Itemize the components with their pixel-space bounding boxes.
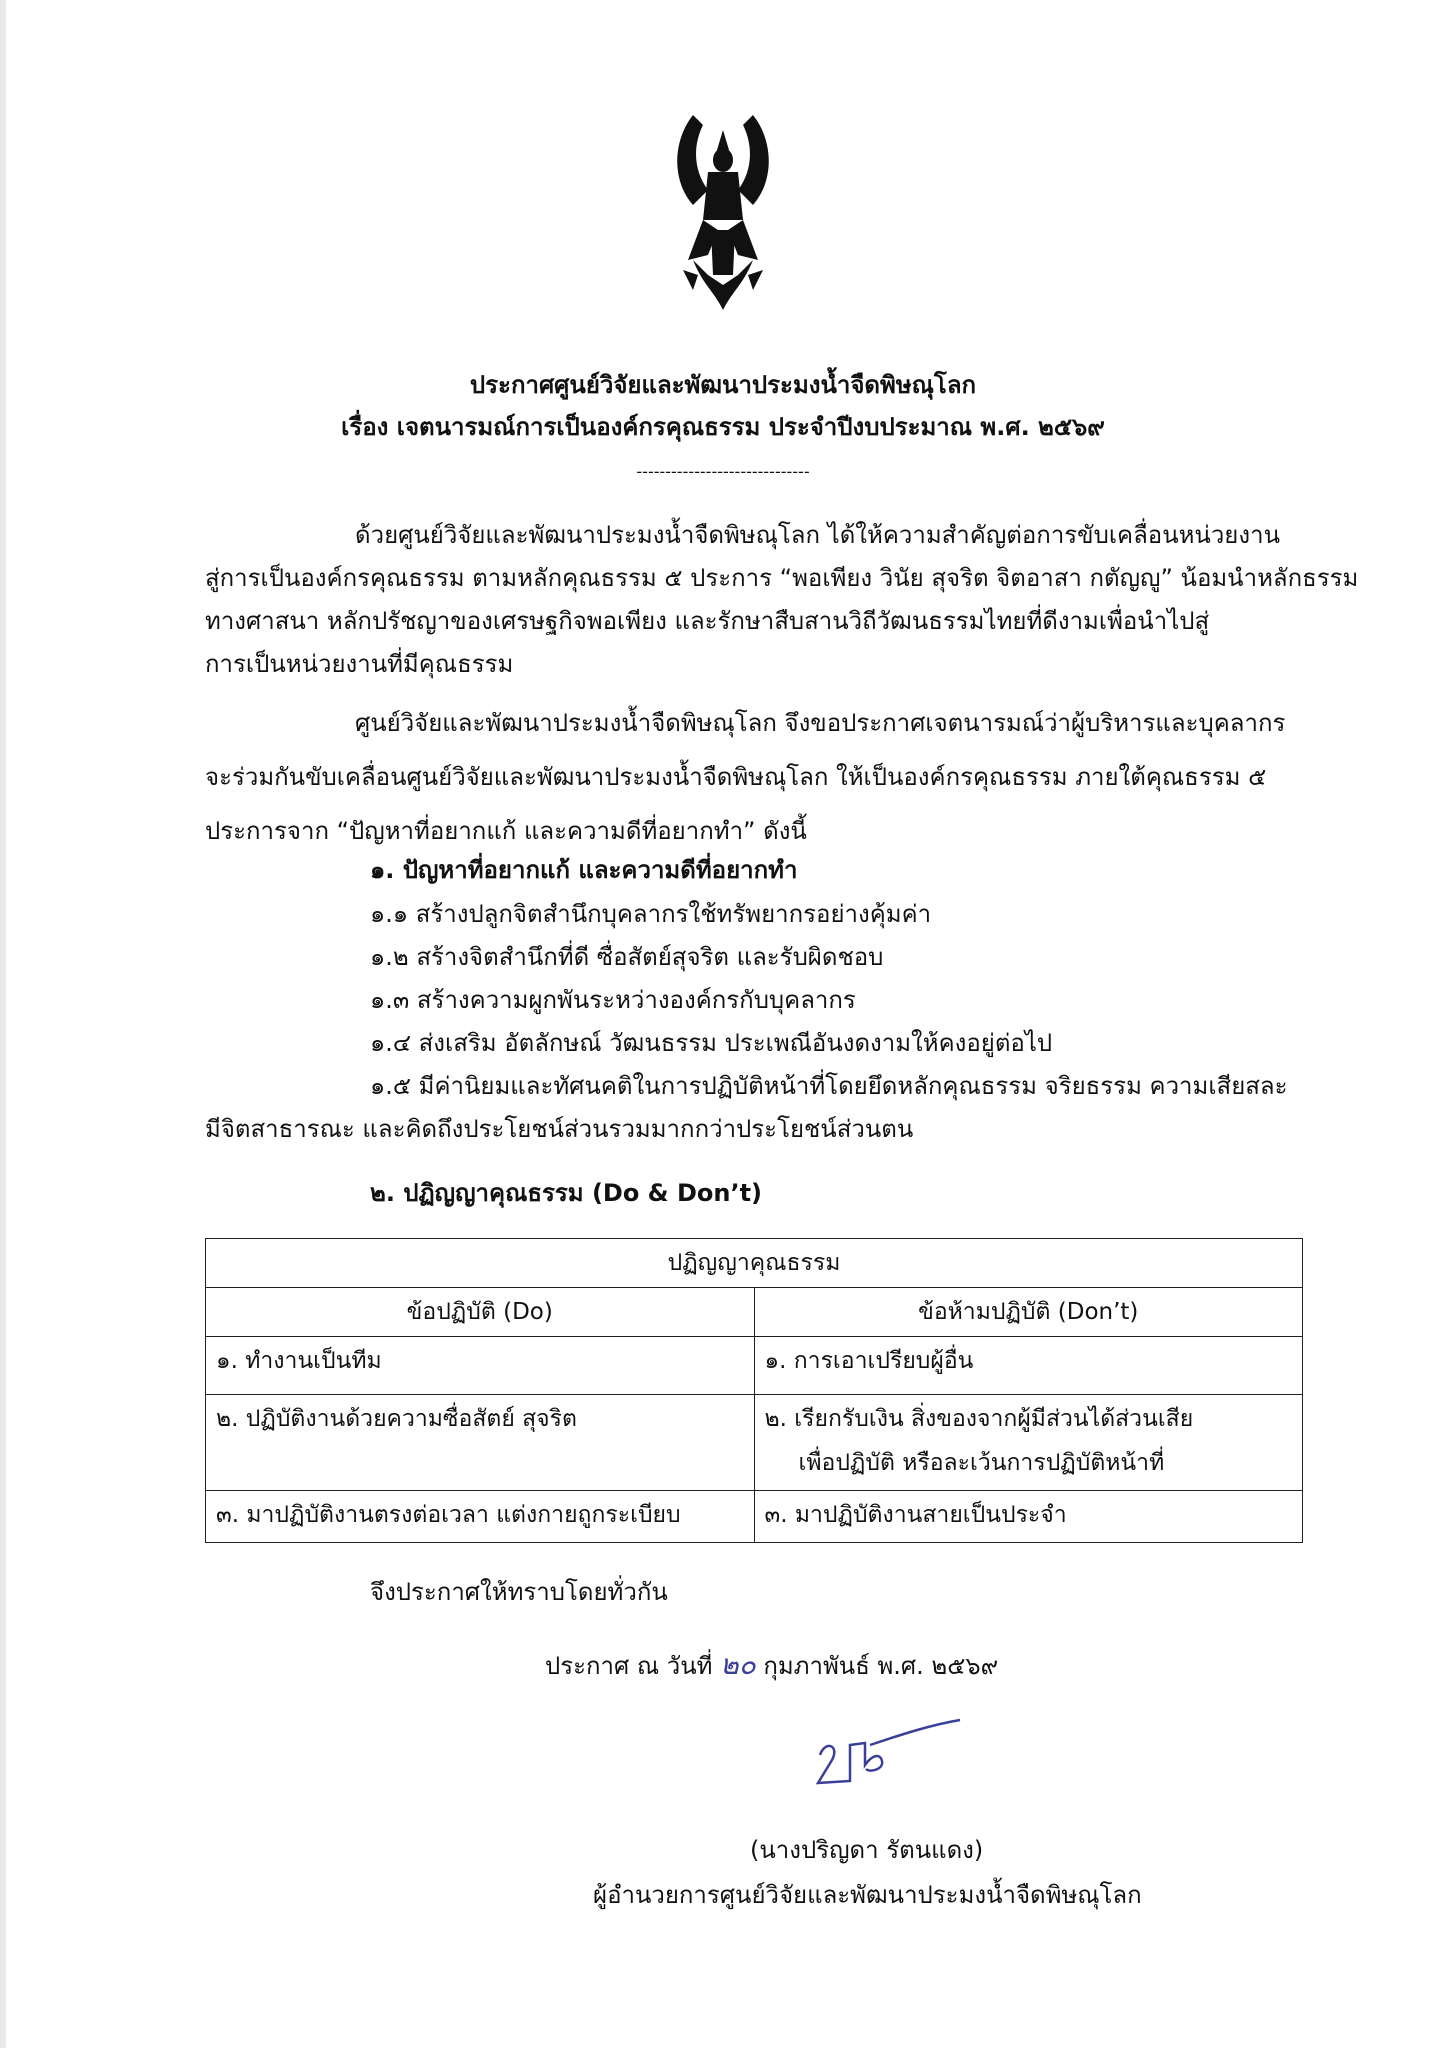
table-row bbox=[206, 1395, 1303, 1491]
table-title: ปฏิญญาคุณธรรม bbox=[206, 1239, 1303, 1288]
scan-edge bbox=[0, 0, 6, 2048]
announcement-subject: เรื่อง เจตนารมณ์การเป็นองค์กรคุณธรรม ประจำปีงบประมาณ พ.ศ. ๒๕๖๙ bbox=[341, 413, 1105, 441]
section-1-item-continuation: มีจิตสาธารณะ และคิดถึงประโยชน์ส่วนรวมมากกว่าประโยชน์ส่วนตน bbox=[205, 1115, 914, 1143]
signer-name: (นางปริญดา รัตนแดง) bbox=[750, 1836, 984, 1864]
paragraph-1-line: การเป็นหน่วยงานที่มีคุณธรรม bbox=[205, 650, 514, 678]
do-dont-table bbox=[205, 1238, 1303, 1543]
paragraph-1-line: สู่การเป็นองค์กรคุณธรรม ตามหลักคุณธรรม ๕ ประการ “พอเพียง วินัย สุจริต จิตอาสา กตัญญู” น้อมนำหลักธรรม bbox=[205, 564, 1359, 592]
date-suffix: กุมภาพันธ์ พ.ศ. ๒๕๖๙ bbox=[763, 1652, 999, 1680]
paragraph-2-line: ประการจาก “ปัญหาที่อยากแก้ และความดีที่อยากทำ” ดังนี้ bbox=[205, 817, 807, 845]
dont-cell: ๑. การเอาเปรียบผู้อื่น bbox=[754, 1337, 1303, 1395]
section-1-item: ๑.๑ สร้างปลูกจิตสำนึกบุคลากรใช้ทรัพยากรอย่างคุ้มค่า bbox=[370, 900, 932, 928]
announcement-date bbox=[545, 1648, 998, 1683]
section-1-item: ๑.๕ มีค่านิยมและทัศนคติในการปฏิบัติหน้าที่โดยยึดหลักคุณธรรม จริยธรรม ความเสียสละ bbox=[370, 1072, 1288, 1100]
announcement-title: ประกาศศูนย์วิจัยและพัฒนาประมงน้ำจืดพิษณุโลก bbox=[469, 371, 977, 399]
paragraph-2-line: จะร่วมกันขับเคลื่อนศูนย์วิจัยและพัฒนาประมงน้ำจืดพิษณุโลก ให้เป็นองค์กรคุณธรรม ภายใต้คุณธรรม ๕ bbox=[205, 763, 1267, 791]
dont-cell: ๓. มาปฏิบัติงานสายเป็นประจำ bbox=[754, 1491, 1303, 1543]
paragraph-1-line: ทางศาสนา หลักปรัชญาของเศรษฐกิจพอเพียง และรักษาสืบสานวิถีวัฒนธรรมไทยที่ดีงามเพื่อนำไปสู่ bbox=[205, 607, 1210, 635]
section-1-heading: ๑. ปัญหาที่อยากแก้ และความดีที่อยากทำ bbox=[370, 856, 798, 884]
garuda-emblem-icon bbox=[663, 110, 783, 320]
dont-cell bbox=[754, 1395, 1303, 1491]
section-1-item: ๑.๔ ส่งเสริม อัตลักษณ์ วัฒนธรรม ประเพณีอันงดงามให้คงอยู่ต่อไป bbox=[370, 1029, 1053, 1057]
signature-icon bbox=[810, 1715, 980, 1795]
signer-position: ผู้อำนวยการศูนย์วิจัยและพัฒนาประมงน้ำจืดพิษณุโลก bbox=[593, 1881, 1142, 1909]
table-row bbox=[206, 1491, 1303, 1543]
dont-cell-line: ๒. เรียกรับเงิน สิ่งของจากผู้มีส่วนได้ส่วนเสีย bbox=[764, 1406, 1194, 1432]
dont-cell-line: เพื่อปฏิบัติ หรือละเว้นการปฏิบัติหน้าที่ bbox=[798, 1450, 1165, 1476]
column-header-do: ข้อปฏิบัติ (Do) bbox=[206, 1288, 755, 1337]
do-cell: ๓. มาปฏิบัติงานตรงต่อเวลา แต่งกายถูกระเบียบ bbox=[206, 1491, 755, 1543]
date-day-handwritten: ๒๐ bbox=[720, 1648, 756, 1681]
do-cell: ๒. ปฏิบัติงานด้วยความซื่อสัตย์ สุจริต bbox=[206, 1395, 755, 1491]
column-header-dont: ข้อห้ามปฏิบัติ (Don’t) bbox=[754, 1288, 1303, 1337]
separator: ------------------------------ bbox=[636, 462, 810, 481]
date-prefix: ประกาศ ณ วันที่ bbox=[545, 1652, 713, 1680]
paragraph-2-line: ศูนย์วิจัยและพัฒนาประมงน้ำจืดพิษณุโลก จึงขอประกาศเจตนารมณ์ว่าผู้บริหารและบุคลากร bbox=[355, 709, 1286, 737]
table-row bbox=[206, 1337, 1303, 1395]
section-1-item: ๑.๒ สร้างจิตสำนึกที่ดี ซื่อสัตย์สุจริต และรับผิดชอบ bbox=[370, 943, 884, 971]
closing-statement: จึงประกาศให้ทราบโดยทั่วกัน bbox=[370, 1578, 668, 1606]
paragraph-1-line: ด้วยศูนย์วิจัยและพัฒนาประมงน้ำจืดพิษณุโลก ได้ให้ความสำคัญต่อการขับเคลื่อนหน่วยงาน bbox=[355, 521, 1280, 549]
section-1-item: ๑.๓ สร้างความผูกพันระหว่างองค์กรกับบุคลากร bbox=[370, 986, 856, 1014]
do-cell: ๑. ทำงานเป็นทีม bbox=[206, 1337, 755, 1395]
section-2-heading: ๒. ปฏิญญาคุณธรรม (Do & Don’t) bbox=[370, 1179, 763, 1207]
